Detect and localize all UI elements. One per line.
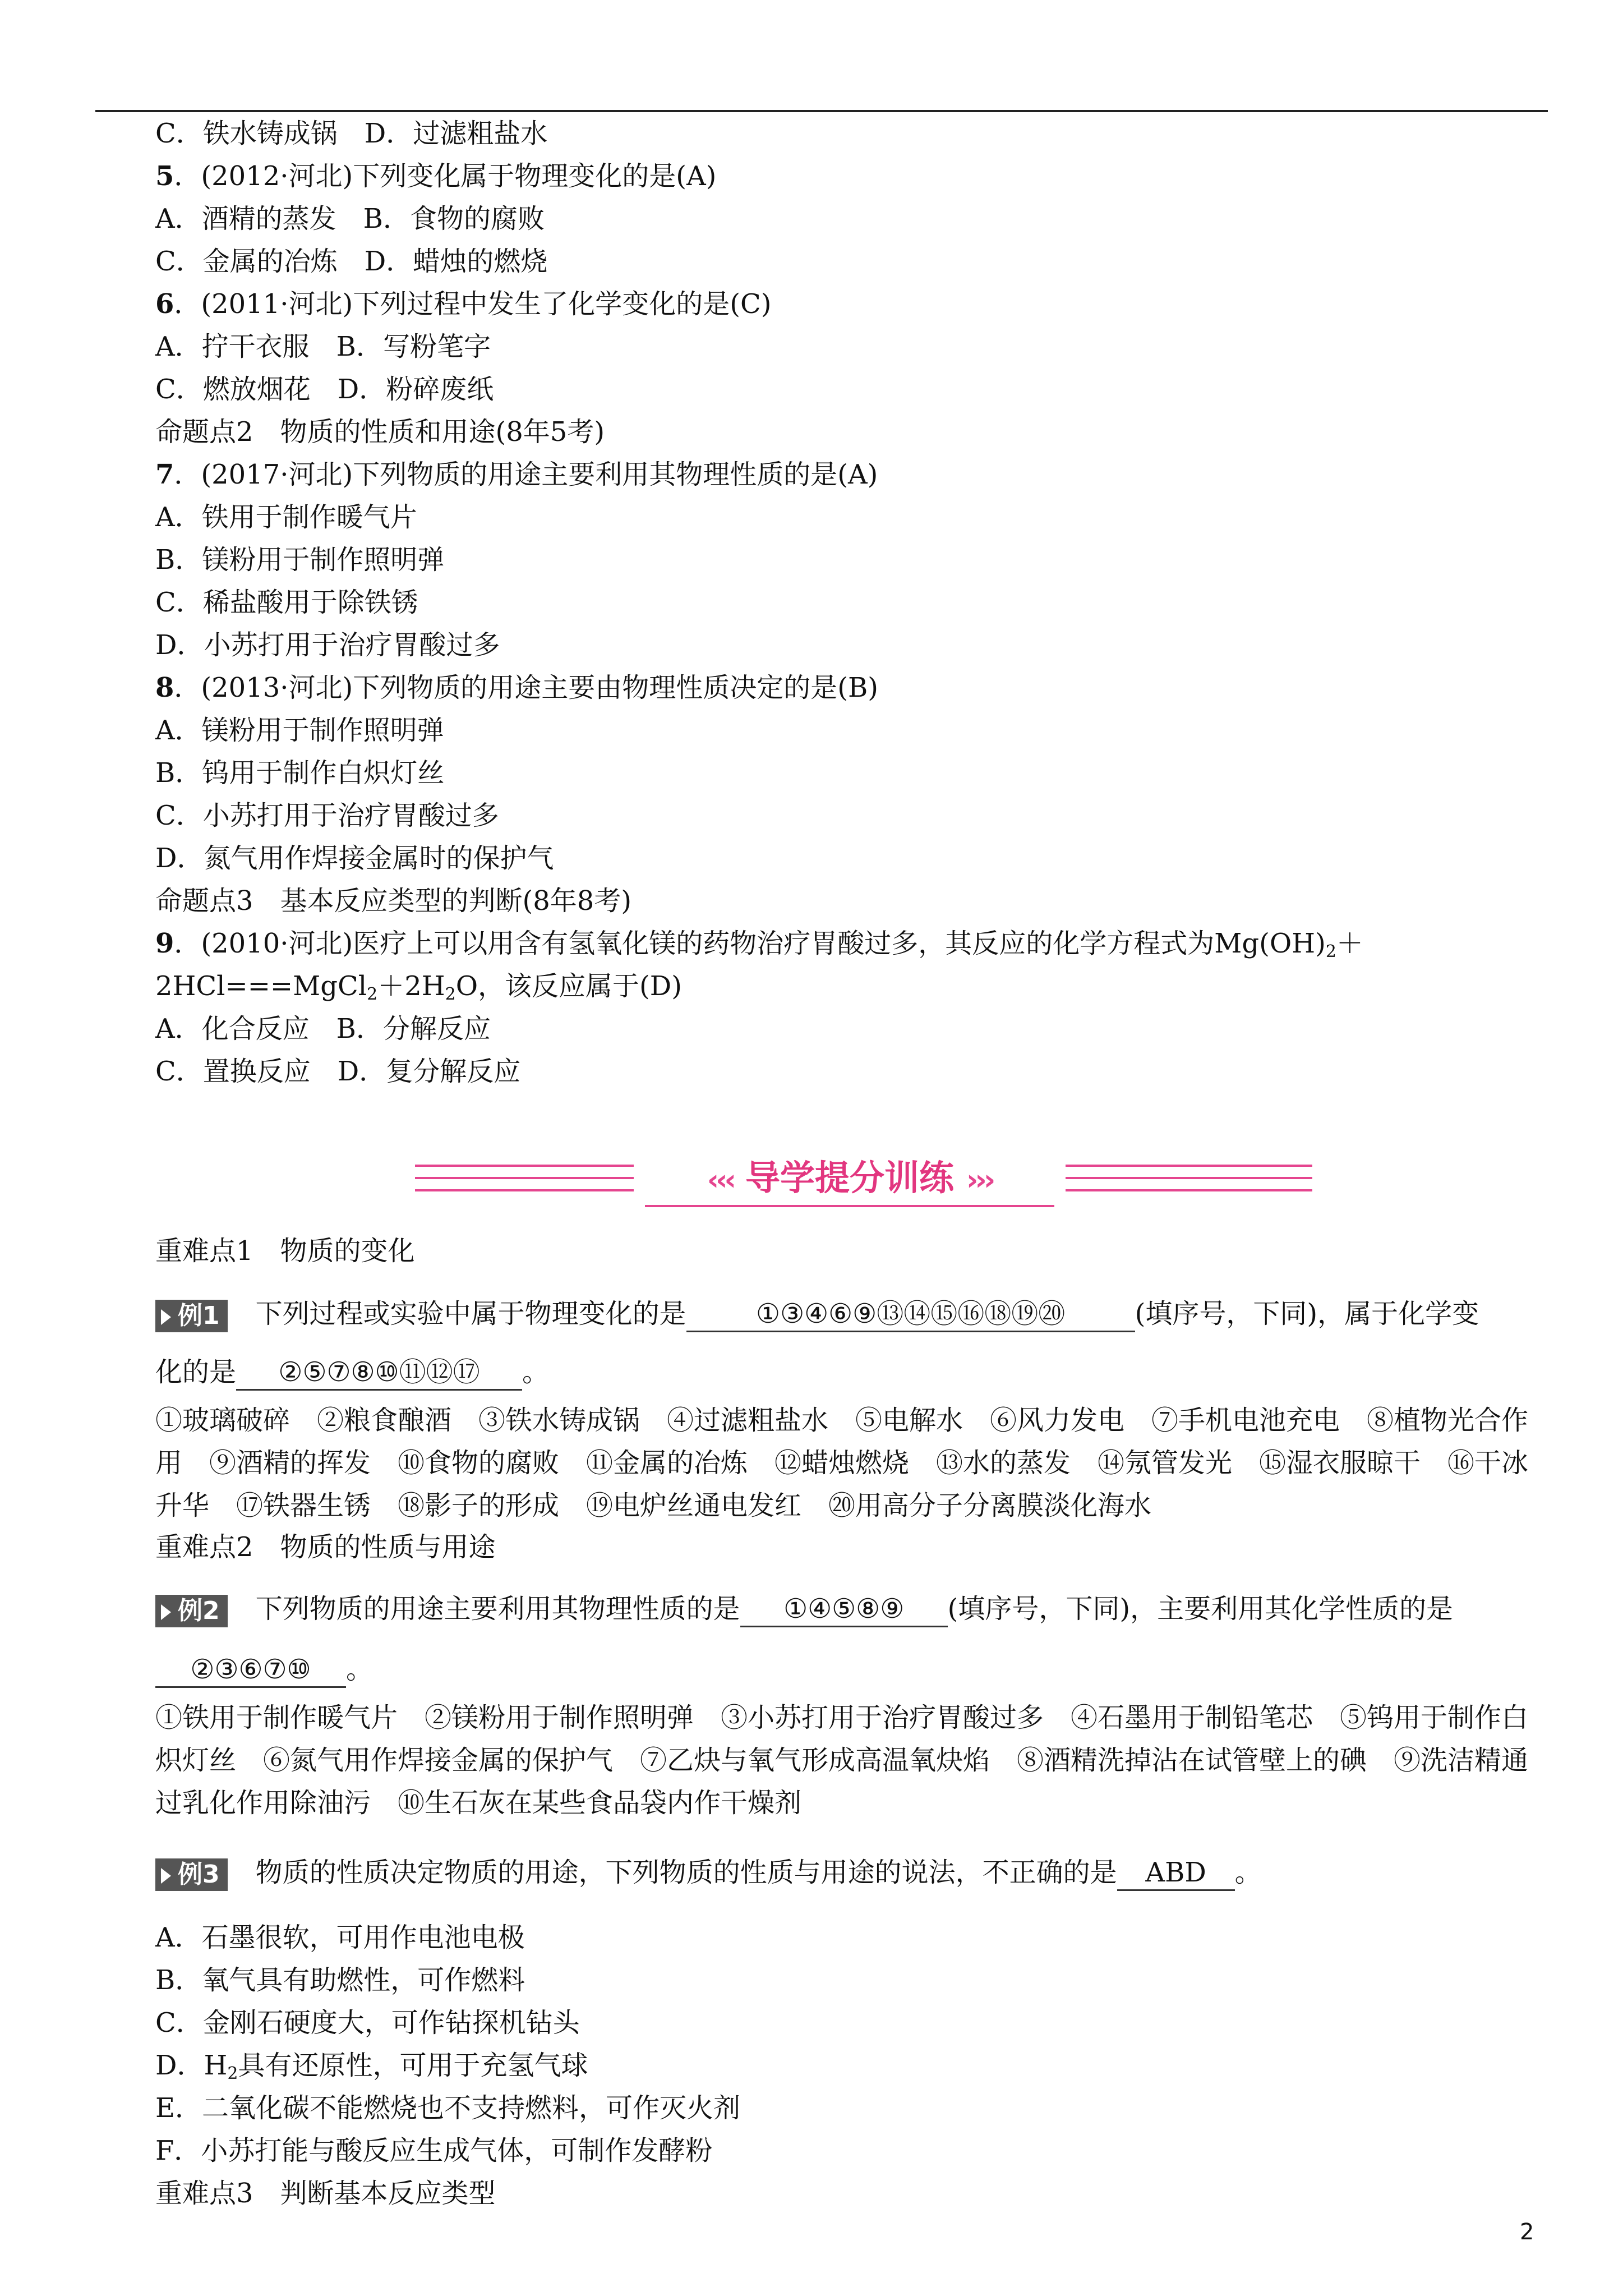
question-text: ．(2010·河北)医疗上可以用含有氢氧化镁的药物治疗胃酸过多，其反应的化学方程式为Mg(OH)	[174, 928, 1326, 959]
header-rule	[95, 110, 1548, 112]
example-badge	[155, 1300, 228, 1332]
banner-title-box	[645, 1151, 1054, 1207]
question-number: 9	[155, 928, 174, 959]
answer-blank: ②⑤⑦⑧⑩⑪⑫⑰	[236, 1355, 522, 1391]
example-text: (填序号，下同)，属于化学变	[1135, 1298, 1479, 1329]
option-line: C．金属的冶炼 D．蜡烛的燃烧	[155, 246, 548, 277]
subscript: 2	[1325, 942, 1336, 961]
option-line: C．铁水铸成锅 D．过滤粗盐水	[155, 118, 548, 149]
question-9-line1	[155, 927, 1363, 969]
example-3-line1	[155, 1856, 1262, 1891]
section-banner	[415, 1151, 1312, 1213]
badge-label: 例3	[178, 1860, 220, 1889]
option-line: C．燃放烟花 D．粉碎废纸	[155, 374, 494, 405]
badge-label: 例2	[178, 1596, 220, 1625]
option-text: 具有还原性，可用于充氢气球	[238, 2050, 588, 2081]
subscript: 2	[367, 984, 378, 1004]
option-line: D．小苏打用于治疗胃酸过多	[155, 629, 500, 661]
question-number: 6	[155, 288, 174, 320]
example-text: 化的是	[155, 1356, 237, 1388]
chevron-left-icon: ‹‹‹	[707, 1163, 733, 1197]
question-text: ．(2011·河北)下列过程中发生了化学变化的是(C)	[174, 288, 772, 320]
question-9-line2	[155, 969, 682, 1011]
example-text: 。	[522, 1356, 550, 1388]
question-number: 8	[155, 672, 174, 703]
question-5	[155, 159, 716, 193]
page-number: 2	[1520, 2219, 1534, 2245]
example-text: 下列物质的用途主要利用其物理性质的是	[255, 1593, 740, 1625]
question-text: ．(2013·河北)下列物质的用途主要由物理性质决定的是(B)	[174, 672, 879, 703]
equation-part: O，该反应属于(D)	[455, 970, 682, 1002]
option-line: B．氧气具有助燃性，可作燃料	[155, 1964, 525, 1996]
option-line: A．镁粉用于制作照明弹	[155, 715, 444, 746]
option-line: C．金刚石硬度大，可作钻探机钻头	[155, 2007, 580, 2039]
equation-part: 2HCl===MgCl	[155, 970, 367, 1002]
question-6	[155, 287, 771, 321]
chevron-right-icon: ›››	[966, 1163, 993, 1197]
example-text: (填序号，下同)，主要利用其化学性质的是	[947, 1593, 1454, 1625]
option-line: A．石墨很软，可用作电池电极	[155, 1922, 525, 1953]
option-text: D．H	[155, 2050, 228, 2081]
answer-blank: ABD	[1117, 1856, 1235, 1891]
topic-heading: 命题点3 基本反应类型的判断(8年8考)	[155, 885, 632, 917]
play-triangle-icon	[161, 1604, 171, 1620]
option-line: C．置换反应 D．复分解反应	[155, 1056, 521, 1087]
example-2-items: ①铁用于制作暖气片 ②镁粉用于制作照明弹 ③小苏打用于治疗胃酸过多 ④石墨用于制铅笔芯 ⑤钨用于制作白炽灯丝 ⑥氮气用作焊接金属的保护气 ⑦乙炔与氧气形成高温氧炔焰 ⑧酒精洗掉沾在试管壁上的碘 ⑨洗洁精通过乳化作用除油污 ⑩生石灰在某些食品袋内作干燥剂	[155, 1702, 1529, 1819]
topic-heading: 命题点2 物质的性质和用途(8年5考)	[155, 416, 605, 448]
banner-lines-right	[1066, 1165, 1312, 1202]
example-text: 物质的性质决定物质的用途，下列物质的性质与用途的说法，不正确的是	[255, 1857, 1117, 1888]
option-line	[155, 2049, 588, 2091]
option-line: F．小苏打能与酸反应生成气体，可制作发酵粉	[155, 2135, 713, 2166]
example-badge	[155, 1595, 228, 1627]
example-2-line2	[155, 1653, 373, 1688]
example-1-line2	[155, 1355, 549, 1391]
key-point-heading: 重难点1 物质的变化	[155, 1235, 415, 1267]
option-line: A．铁用于制作暖气片	[155, 501, 417, 533]
option-line: A．酒精的蒸发 B．食物的腐败	[155, 203, 545, 234]
subscript: 2	[227, 2064, 238, 2083]
option-line: C．稀盐酸用于除铁锈	[155, 587, 418, 618]
question-7	[155, 458, 878, 491]
key-point-heading: 重难点2 物质的性质与用途	[155, 1531, 496, 1563]
example-badge	[155, 1858, 228, 1891]
question-number: 5	[155, 160, 174, 192]
option-line: B．钨用于制作白炽灯丝	[155, 757, 445, 789]
subscript: 2	[445, 984, 456, 1004]
question-8	[155, 671, 878, 705]
answer-blank: ①③④⑥⑨⑬⑭⑮⑯⑱⑲⑳	[686, 1297, 1135, 1332]
example-2-line1	[155, 1592, 1453, 1627]
answer-blank: ①④⑤⑧⑨	[740, 1592, 948, 1627]
example-text: 下列过程或实验中属于物理变化的是	[255, 1298, 686, 1329]
banner-lines-left	[415, 1165, 634, 1202]
answer-blank: ②③⑥⑦⑩	[155, 1653, 346, 1688]
option-line: C．小苏打用于治疗胃酸过多	[155, 800, 499, 831]
badge-label: 例1	[178, 1301, 220, 1330]
question-number: 7	[155, 459, 174, 490]
option-line: E．二氧化碳不能燃烧也不支持燃料，可作灭火剂	[155, 2092, 741, 2124]
key-point-heading: 重难点3 判断基本反应类型	[155, 2178, 496, 2209]
plus-sign: ＋	[1336, 928, 1363, 959]
option-line: A．拧干衣服 B．写粉笔字	[155, 331, 491, 362]
example-1-line1	[155, 1297, 1479, 1332]
example-text: 。	[1234, 1857, 1262, 1888]
play-triangle-icon	[161, 1309, 171, 1325]
option-line: A．化合反应 B．分解反应	[155, 1013, 491, 1045]
option-line: D．氮气用作焊接金属时的保护气	[155, 843, 554, 874]
play-triangle-icon	[161, 1868, 171, 1884]
banner-title: 导学提分训练	[745, 1157, 954, 1198]
equation-part: ＋2H	[377, 970, 445, 1002]
example-text: 。	[346, 1654, 374, 1685]
question-text: ．(2017·河北)下列物质的用途主要利用其物理性质的是(A)	[174, 459, 878, 490]
example-1-items: ①玻璃破碎 ②粮食酿酒 ③铁水铸成锅 ④过滤粗盐水 ⑤电解水 ⑥风力发电 ⑦手机电池充电 ⑧植物光合作用 ⑨酒精的挥发 ⑩食物的腐败 ⑪金属的冶炼 ⑫蜡烛燃烧 ⑬水的蒸发 ⑭氖管发光 ⑮湿衣服晾干 ⑯干冰升华 ⑰铁器生锈 ⑱影子的形成 ⑲电炉丝通电发红 ⑳用高分子分离膜淡化海水	[155, 1405, 1529, 1521]
option-line: B．镁粉用于制作照明弹	[155, 544, 445, 576]
question-text: ．(2012·河北)下列变化属于物理变化的是(A)	[174, 160, 717, 192]
